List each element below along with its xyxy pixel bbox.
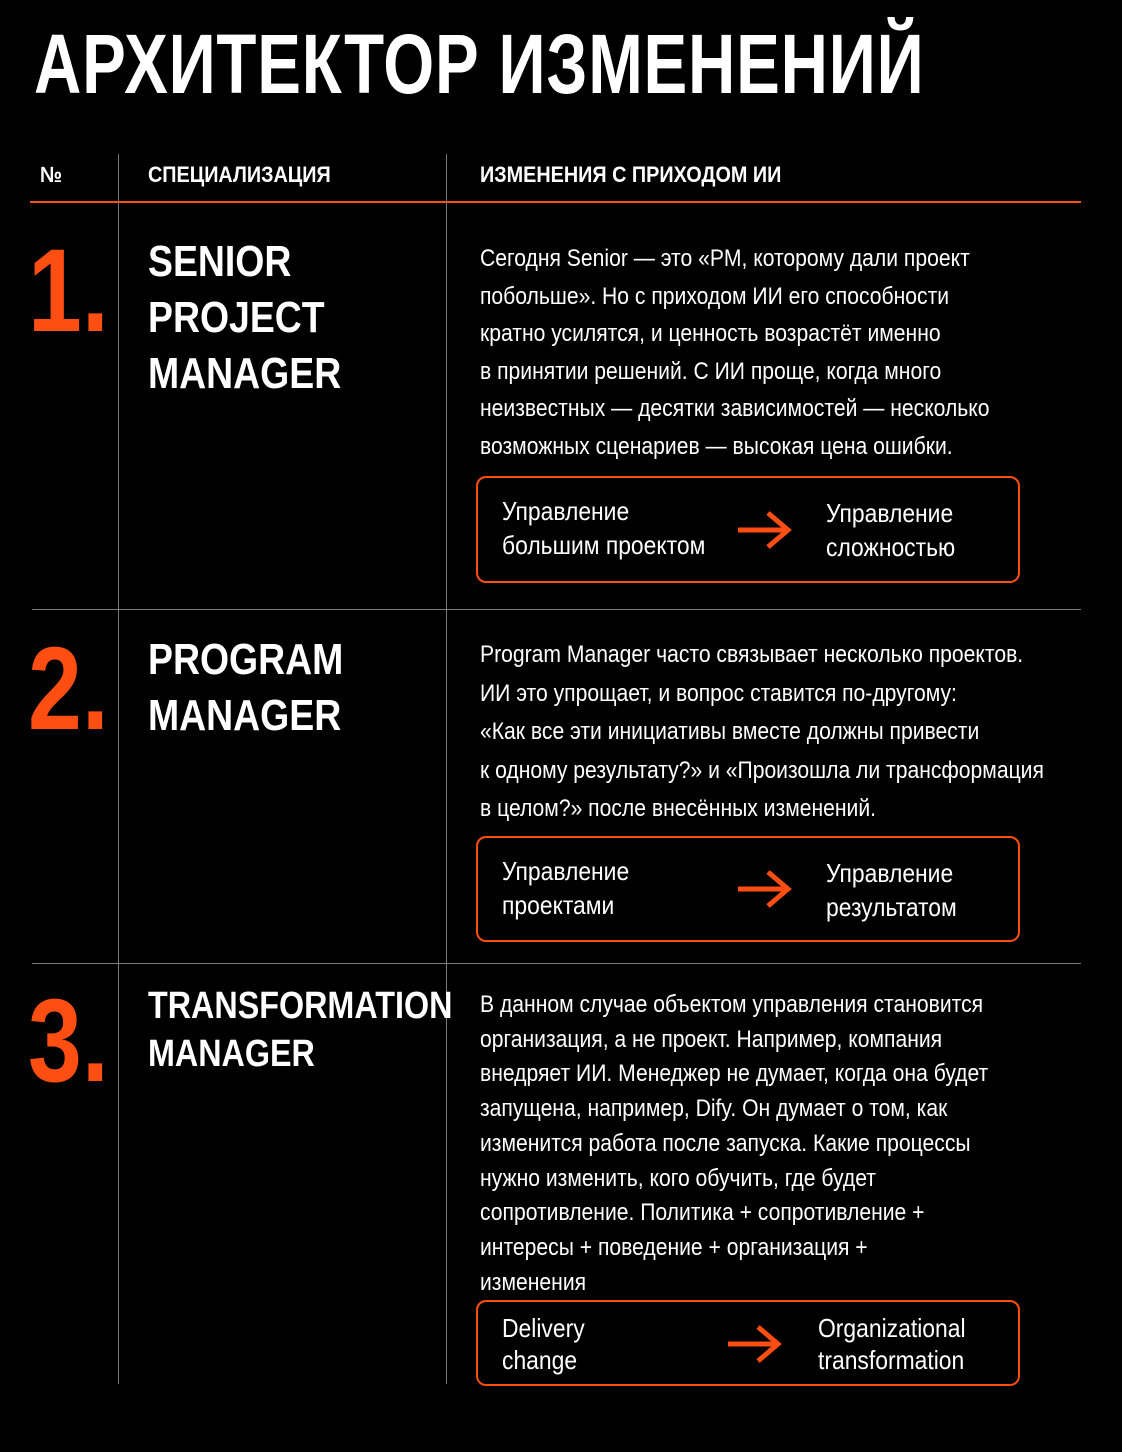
transition-from	[502, 854, 629, 922]
row-number: 3.	[28, 975, 109, 1107]
description-line: запущена, например, Dify. Он думает о том, как	[480, 1095, 948, 1123]
transition-from-line: большим проектом	[502, 530, 706, 560]
description-line: изменится работа после запуска. Какие процессы	[480, 1129, 971, 1157]
transition-to-line: Управление	[826, 498, 954, 528]
header-divider	[30, 201, 1081, 203]
description-line: к одному результату?» и «Произошла ли трансформация	[480, 756, 1044, 784]
description	[480, 988, 1026, 1300]
description	[480, 636, 1044, 829]
row-divider	[32, 609, 1081, 610]
transition-from-line: проектами	[502, 890, 615, 920]
specialization-line: PROGRAM	[148, 635, 344, 684]
transition-box	[476, 836, 1020, 942]
description-line: кратно усилятся, и ценность возрастёт именно	[480, 320, 941, 347]
description-line: ИИ это упрощает, и вопрос ставится по-другому:	[480, 679, 957, 707]
arrow-right-icon	[736, 510, 794, 550]
row-divider	[32, 963, 1081, 964]
description-line: побольше». Но с приходом ИИ его способности	[480, 282, 950, 310]
arrow-right-icon	[736, 869, 794, 909]
description-line: в целом?» после внесённых изменений.	[480, 795, 877, 822]
specialization-line: PROJECT	[148, 293, 325, 342]
specialization-line: TRANSFORMATION	[148, 985, 453, 1027]
description-line: неизвестных — десятки зависимостей — несколько	[480, 395, 990, 422]
description-line: в принятии решений. С ИИ проще, когда много	[480, 357, 942, 385]
transition-from-line: Delivery	[502, 1313, 585, 1343]
specialization-line: MANAGER	[148, 1033, 315, 1075]
row-number: 2.	[28, 623, 109, 755]
description-line: «Как все эти инициативы вместе должны привести	[480, 718, 980, 745]
transition-from-line: Управление	[502, 856, 630, 886]
row-number: 1.	[28, 225, 109, 357]
specialization-line: SENIOR	[148, 237, 292, 286]
column-header-specialization: СПЕЦИАЛИЗАЦИЯ	[148, 162, 331, 187]
transition-to	[826, 856, 957, 924]
description-line: В данном случае объектом управления становится	[480, 991, 984, 1018]
transition-to	[826, 496, 955, 564]
transition-box	[476, 476, 1020, 583]
specialization-line: MANAGER	[148, 349, 342, 398]
description-line: внедряет ИИ. Менеджер не думает, когда она будет	[480, 1060, 989, 1088]
column-divider	[446, 154, 447, 1384]
description-line: Program Manager часто связывает несколько проектов.	[480, 641, 1024, 668]
transition-from-line: Управление	[502, 496, 630, 526]
description-line: изменения	[480, 1268, 587, 1296]
transition-from	[502, 494, 705, 562]
transition-box	[476, 1300, 1020, 1386]
column-header-number: №	[40, 162, 63, 187]
specialization-title	[148, 632, 343, 744]
specialization-title	[148, 982, 452, 1078]
specialization-line: MANAGER	[148, 691, 342, 740]
transition-to-line: сложностью	[826, 532, 956, 562]
description-line: Сегодня Senior — это «PM, которому дали проект	[480, 245, 970, 272]
description	[480, 240, 1026, 465]
transition-to-line: transformation	[818, 1345, 965, 1375]
transition-to	[818, 1312, 966, 1376]
description-line: нужно изменить, кого обучить, где будет	[480, 1164, 876, 1192]
transition-to-line: Organizational	[818, 1313, 966, 1343]
description-line: организация, а не проект. Например, компания	[480, 1025, 943, 1053]
transition-to-line: результатом	[826, 892, 957, 922]
transition-to-line: Управление	[826, 858, 954, 888]
specialization-title	[148, 234, 341, 402]
column-header-changes: ИЗМЕНЕНИЯ С ПРИХОДОМ ИИ	[480, 162, 782, 187]
description-line: возможных сценариев — высокая цена ошибки.	[480, 432, 953, 460]
transition-from	[502, 1312, 585, 1376]
arrow-right-icon	[726, 1324, 784, 1364]
transition-from-line: change	[502, 1345, 578, 1375]
description-line: интересы + поведение + организация +	[480, 1233, 868, 1261]
description-line: сопротивление. Политика + сопротивление +	[480, 1199, 925, 1227]
page-title: АРХИТЕКТОР ИЗМЕНЕНИЙ	[34, 17, 925, 111]
column-divider	[118, 154, 119, 1384]
